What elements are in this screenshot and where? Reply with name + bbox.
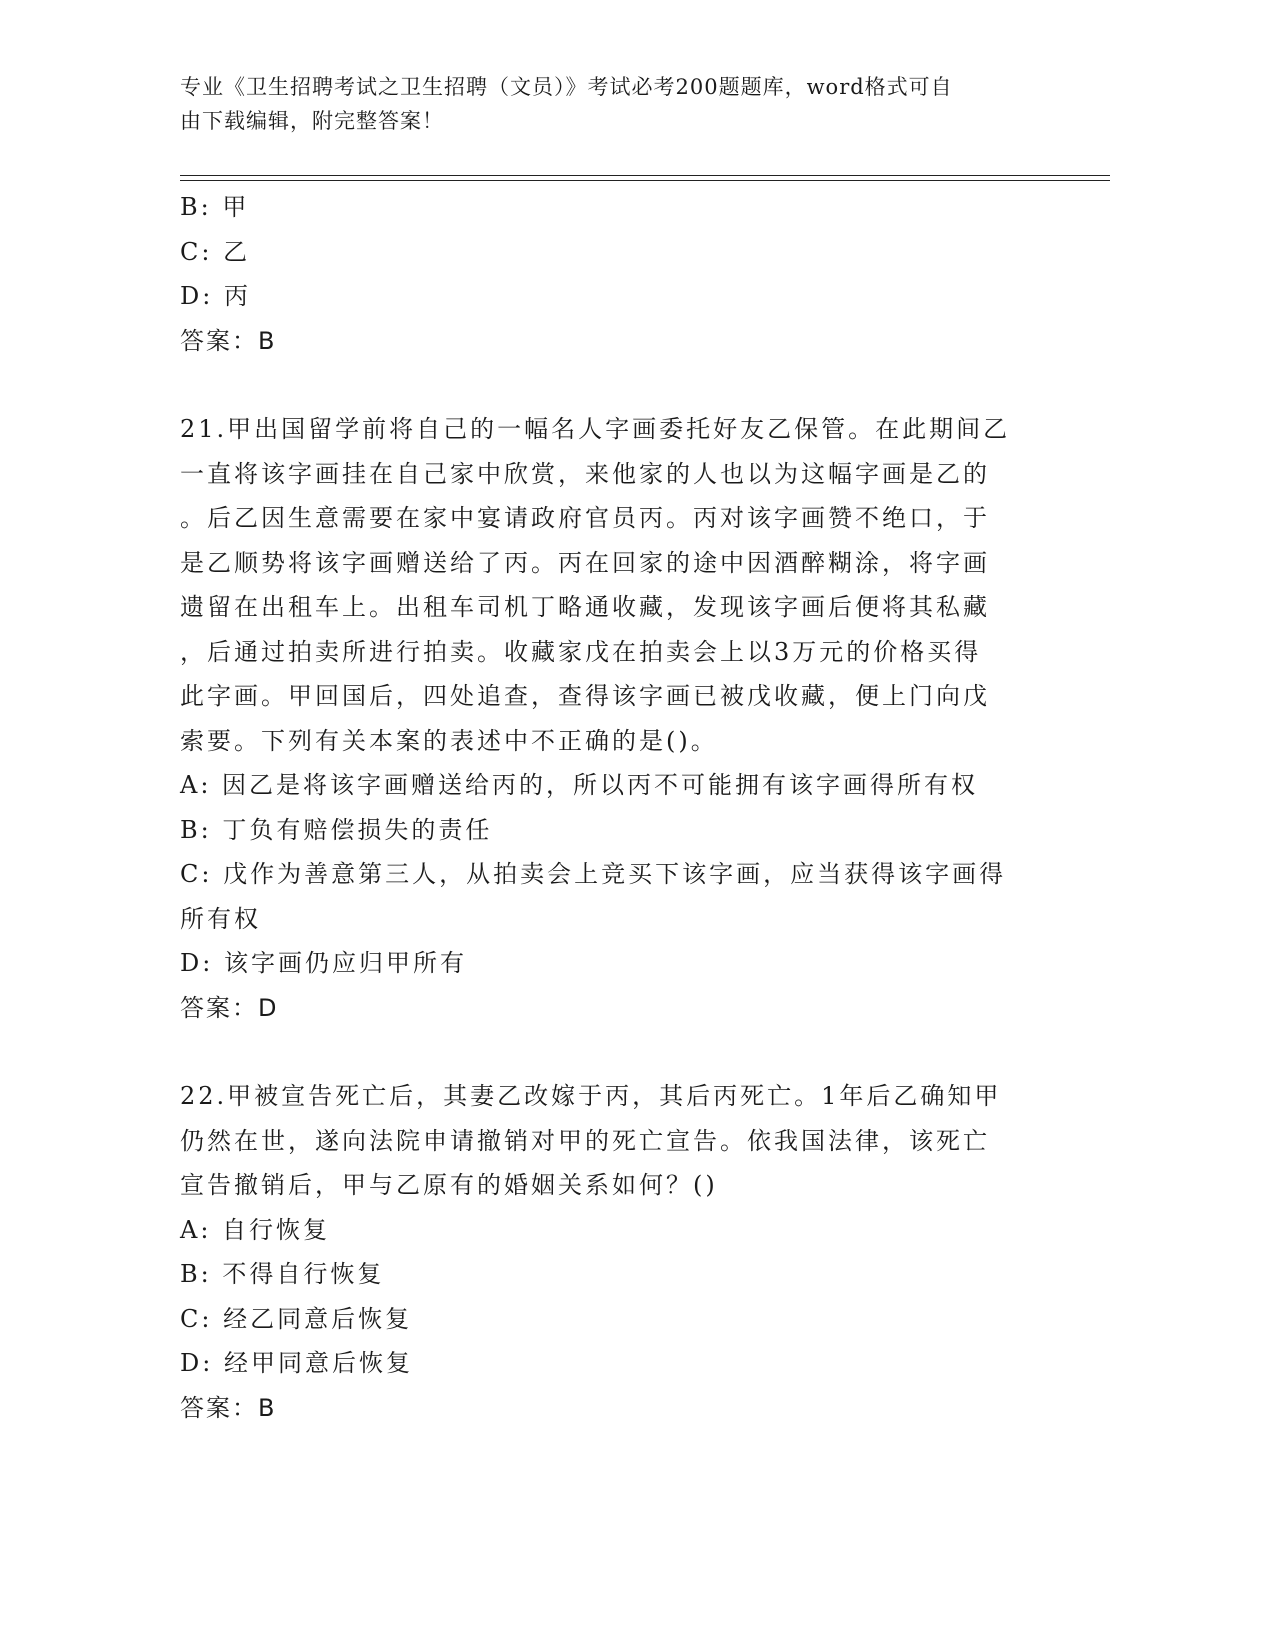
option-b: B: 不得自行恢复 <box>180 1260 385 1288</box>
question-text-line: 22.甲被宣告死亡后，其妻乙改嫁于丙，其后丙死亡。1年后乙确知甲 <box>180 1082 1002 1110</box>
spacer <box>180 363 1040 407</box>
prev-question-block <box>180 185 1040 363</box>
option-d: D: 该字画仍应归甲所有 <box>180 949 467 977</box>
option-b: B: 甲 <box>180 193 250 221</box>
question-text-line: 一直将该字画挂在自己家中欣赏，来他家的人也以为这幅字画是乙的 <box>180 459 990 488</box>
question-text-line: 。后乙因生意需要在家中宴请政府官员丙。丙对该字画赞不绝口，于 <box>180 504 990 532</box>
option-d: D: 经甲同意后恢复 <box>180 1349 413 1377</box>
option-d: D: 丙 <box>180 282 251 310</box>
spacer <box>180 1030 1040 1074</box>
header-divider-bottom <box>180 180 1110 181</box>
document-header <box>180 70 1040 138</box>
option-c-continuation: 所有权 <box>180 904 261 933</box>
option-a: A: 因乙是将该字画赠送给丙的，所以丙不可能拥有该字画得所有权 <box>180 771 979 799</box>
question-text-line: 21.甲出国留学前将自己的一幅名人字画委托好友乙保管。在此期间乙 <box>180 415 1011 443</box>
answer-line: 答案：D <box>180 993 279 1022</box>
document-body <box>180 185 1040 1430</box>
answer-line: 答案：B <box>180 326 277 355</box>
question-22-block <box>180 1074 1040 1430</box>
question-21-block <box>180 407 1040 1030</box>
question-text-line: 此字画。甲回国后，四处追查，查得该字画已被戊收藏，便上门向戊 <box>180 682 990 710</box>
option-c: C: 乙 <box>180 237 251 266</box>
option-b: B: 丁负有赔偿损失的责任 <box>180 815 493 844</box>
question-text-line: 遗留在出租车上。出租车司机丁略通收藏，发现该字画后便将其私藏 <box>180 593 990 621</box>
option-c: C: 经乙同意后恢复 <box>180 1304 413 1333</box>
question-text-line: 宣告撤销后，甲与乙原有的婚姻关系如何？() <box>180 1171 718 1199</box>
answer-line: 答案：B <box>180 1393 277 1422</box>
header-line-2: 由下载编辑，附完整答案！ <box>180 109 444 133</box>
header-divider-top <box>180 175 1110 176</box>
question-text-line: 仍然在世，遂向法院申请撤销对甲的死亡宣告。依我国法律，该死亡 <box>180 1126 990 1155</box>
option-a: A: 自行恢复 <box>180 1215 331 1244</box>
option-c: C: 戊作为善意第三人，从拍卖会上竞买下该字画，应当获得该字画得 <box>180 860 1007 888</box>
header-line-1: 专业《卫生招聘考试之卫生招聘（文员）》考试必考200题题库，word格式可自 <box>180 75 953 99</box>
question-text-line: 是乙顺势将该字画赠送给了丙。丙在回家的途中因酒醉糊涂，将字画 <box>180 548 990 577</box>
question-text-line: ，后通过拍卖所进行拍卖。收藏家戊在拍卖会上以3万元的价格买得 <box>180 637 982 666</box>
question-text-line: 索要。下列有关本案的表述中不正确的是()。 <box>180 726 718 755</box>
